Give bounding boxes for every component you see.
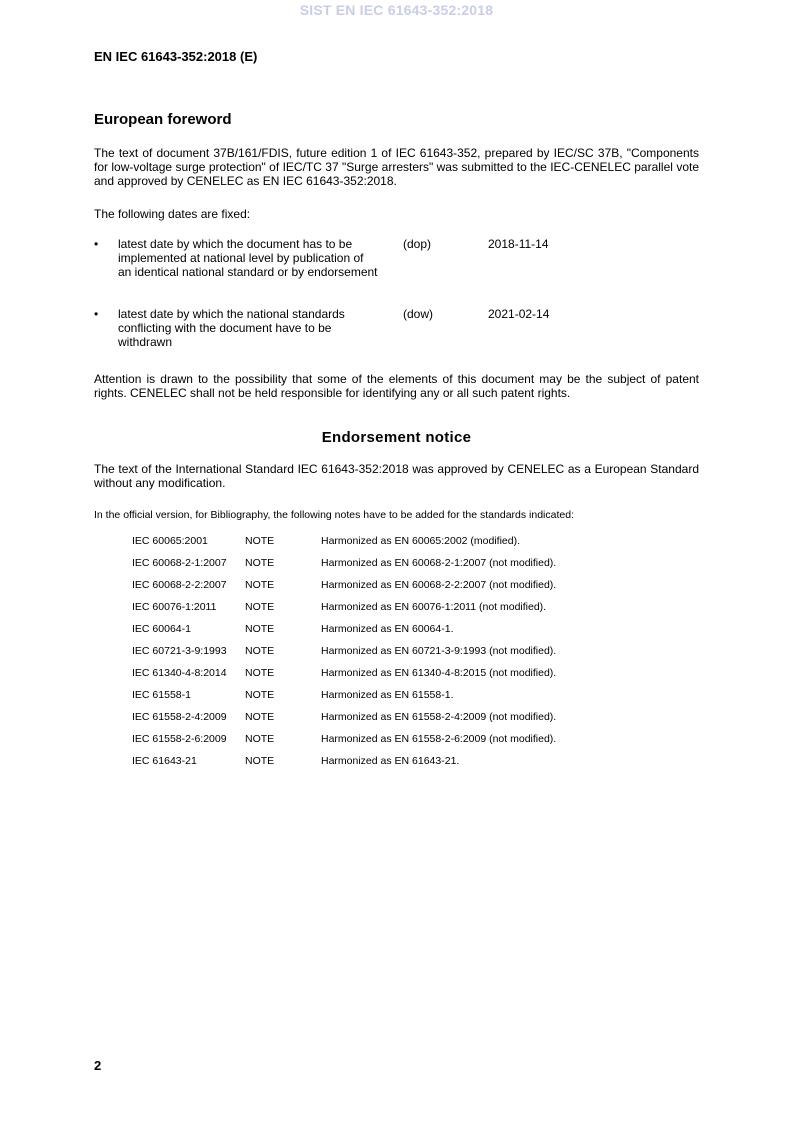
dates-intro: The following dates are fixed: <box>94 207 251 221</box>
note-text: Harmonized as EN 60068-2-1:2007 (not modified). <box>321 557 557 569</box>
standard-ref: IEC 60064-1 <box>132 623 191 635</box>
list-item <box>94 237 699 307</box>
note-text: Harmonized as EN 60068-2-2:2007 (not modified). <box>321 579 557 591</box>
note-label: NOTE <box>245 733 275 745</box>
note-label: NOTE <box>245 689 275 701</box>
foreword-title: European foreword <box>94 111 232 128</box>
note-text: Harmonized as EN 61558-1. <box>321 689 454 701</box>
bullet: • <box>94 237 99 251</box>
note-label: NOTE <box>245 557 275 569</box>
date-value: 2021-02-14 <box>488 307 550 321</box>
note-text: Harmonized as EN 61558-2-4:2009 (not modified). <box>321 711 557 723</box>
date-code: (dow) <box>403 307 434 321</box>
note-text: Harmonized as EN 60721-3-9:1993 (not modified). <box>321 645 557 657</box>
standard-ref: IEC 60068-2-1:2007 <box>132 557 227 569</box>
date-description: latest date by which the national standards conflicting with the document have to be withdrawn <box>118 307 345 349</box>
foreword-paragraph: The text of document 37B/161/FDIS, future edition 1 of IEC 61643-352, prepared by IEC/SC 37B, "Components for low-voltage surge protection" of IEC/TC 37 "Surge arresters" was submitted to the IEC-CENELEC parallel vote and approved by CENELEC as EN IEC 61643-352:2018. <box>94 146 699 188</box>
standard-ref: IEC 61643-21 <box>132 755 197 767</box>
standard-ref: IEC 60721-3-9:1993 <box>132 645 227 657</box>
note-label: NOTE <box>245 645 275 657</box>
standard-ref: IEC 60065:2001 <box>132 535 208 547</box>
endorsement-paragraph: The text of the International Standard IEC 61643-352:2018 was approved by CENELEC as a European Standard without any modification. <box>94 462 699 490</box>
standard-ref: IEC 60076-1:2011 <box>132 601 217 613</box>
note-text: Harmonized as EN 61643-21. <box>321 755 460 767</box>
bullet: • <box>94 307 99 321</box>
standard-ref: IEC 60068-2-2:2007 <box>132 579 227 591</box>
note-label: NOTE <box>245 601 275 613</box>
standard-ref: IEC 61340-4-8:2014 <box>132 667 227 679</box>
note-label: NOTE <box>245 711 275 723</box>
bibliography-intro: In the official version, for Bibliography, the following notes have to be added for the standards indicated: <box>94 509 574 521</box>
dates-list <box>94 237 699 357</box>
note-label: NOTE <box>245 579 275 591</box>
standard-ref: IEC 61558-2-4:2009 <box>132 711 227 723</box>
note-text: Harmonized as EN 61558-2-6:2009 (not modified). <box>321 733 557 745</box>
note-text: Harmonized as EN 60064-1. <box>321 623 454 635</box>
note-label: NOTE <box>245 623 275 635</box>
list-item <box>94 307 699 357</box>
note-label: NOTE <box>245 667 275 679</box>
note-text: Harmonized as EN 61340-4-8:2015 (not modified). <box>321 667 557 679</box>
date-value: 2018-11-14 <box>488 237 549 251</box>
watermark: SIST EN IEC 61643-352:2018 <box>299 2 494 18</box>
note-text: Harmonized as EN 60076-1:2011 (not modified). <box>321 601 547 613</box>
document-id: EN IEC 61643-352:2018 (E) <box>94 49 258 64</box>
date-description: latest date by which the document has to be implemented at national level by publication of an identical national standard or by endorsement <box>118 237 378 279</box>
patent-notice: Attention is drawn to the possibility that some of the elements of this document may be the subject of patent rights. CENELEC shall not be held responsible for identifying any or all such patent rights. <box>94 372 699 400</box>
note-label: NOTE <box>245 755 275 767</box>
endorsement-title: Endorsement notice <box>321 429 472 446</box>
page-number: 2 <box>94 1058 102 1073</box>
standard-ref: IEC 61558-2-6:2009 <box>132 733 227 745</box>
date-code: (dop) <box>403 237 432 251</box>
note-label: NOTE <box>245 535 275 547</box>
note-text: Harmonized as EN 60065:2002 (modified). <box>321 535 521 547</box>
standard-ref: IEC 61558-1 <box>132 689 191 701</box>
